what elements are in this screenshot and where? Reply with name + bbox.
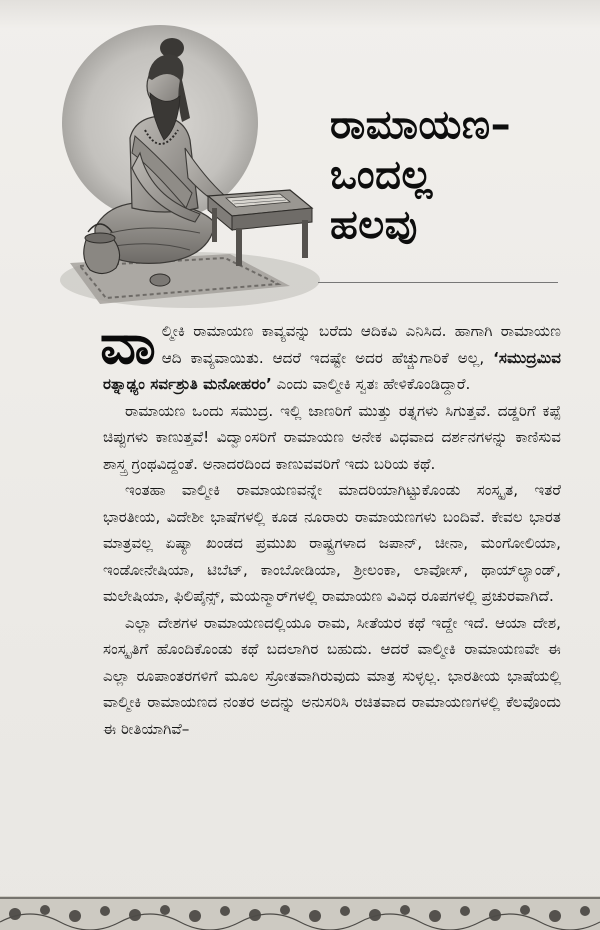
title-line-3: ಹಲವು (330, 202, 418, 248)
paragraph-1 (100, 312, 561, 398)
title-line-1: ರಾಮಾಯಣ– (330, 102, 512, 148)
decorative-border (0, 896, 600, 930)
drop-cap: ವಾ (100, 312, 156, 377)
article-title (330, 100, 580, 250)
article-body (100, 312, 561, 742)
paragraph-1-text-b: ಎಂದು ವಾಲ್ಮೀಕಿ ಸ್ವತಃ ಹೇಳಿಕೊಂಡಿದ್ದಾರೆ. (271, 375, 471, 393)
paragraph-4: ಎಲ್ಲಾ ದೇಶಗಳ ರಾಮಾಯಣದಲ್ಲಿಯೂ ರಾಮ, ಸೀತೆಯರ ಕಥೆ ಇದ್ದೇ ಇದೆ. ಆಯಾ ದೇಶ, ಸಂಸ್ಕೃತಿಗೆ ಹೊಂದಿಕೊಂಡು ಕಥೆ ಬದಲಾಗಿರ ಬಹುದು. ಆದರೆ ವಾಲ್ಮೀಕಿ ರಾಮಾಯಣವೇ ಈ ಎಲ್ಲಾ ರೂಪಾಂತರಗಳಿಗೆ ಮೂಲ ಸ್ರೋತವಾಗಿರುವುದು ಮಾತ್ರ ಸುಳ್ಳಲ್ಲ. ಭಾರತೀಯ ಭಾಷೆಯಲ್ಲಿ ವಾಲ್ಮೀಕಿ ರಾಮಾಯಣದ ನಂತರ ಅದನ್ನು ಅನುಸರಿಸಿ ರಚಿತವಾದ ರಾಮಾಯಣಗಳಲ್ಲಿ ಕೆಲವೊಂದು ಈ ರೀತಿಯಾಗಿವೆ– (103, 613, 561, 738)
title-divider (318, 282, 558, 283)
paragraph-1-text-a: ಲ್ಮೀಕಿ ರಾಮಾಯಣ ಕಾವ್ಯವನ್ನು ಬರೆದು ಆದಿಕವಿ ಎನಿಸಿದ. ಹಾಗಾಗಿ ರಾಮಾಯಣ ಆದಿ ಕಾವ್ಯವಾಯಿತು. ಆದರೆ ಇದಷ್ಟೇ ಅದರ ಹೆಚ್ಚುಗಾರಿಕೆ ಅಲ್ಲ, (161, 322, 561, 367)
paragraph-3: ಇಂತಹಾ ವಾಲ್ಮೀಕಿ ರಾಮಾಯಣವನ್ನೇ ಮಾದರಿಯಾಗಿಟ್ಟುಕೊಂಡು ಸಂಸ್ಕೃತ, ಇತರೆ ಭಾರತೀಯ, ವಿದೇಶೀ ಭಾಷೆಗಳಲ್ಲಿ ಕೂಡ ನೂರಾರು ರಾಮಾಯಣಗಳು ಬಂದಿವೆ. ಕೇವಲ ಭಾರತ ಮಾತ್ರವಲ್ಲ ಏಷ್ಯಾ ಖಂಡದ ಪ್ರಮುಖ ರಾಷ್ಟ್ರಗಳಾದ ಜಪಾನ್, ಚೀನಾ, ಮಂಗೋಲಿಯಾ, ಇಂಡೋನೇಷಿಯಾ, ಟಿಬೆಟ್, ಕಾಂಬೋಡಿಯಾ, ಶ್ರೀಲಂಕಾ, ಲಾವೋಸ್, ಥಾಯ್‌ಲ್ಯಾಂಡ್, ಮಲೇಷಿಯಾ, ಫಿಲಿಪೈನ್ಸ್, ಮಯನ್ಮಾರ್‌ಗಳಲ್ಲಿ ರಾಮಾಯಣ ವಿವಿಧ ರೂಪಗಳಲ್ಲಿ ಪ್ರಚುರವಾಗಿದೆ. (103, 481, 561, 605)
paragraph-2: ರಾಮಾಯಣ ಒಂದು ಸಮುದ್ರ. ಇಲ್ಲಿ ಜಾಣರಿಗೆ ಮುತ್ತು ರತ್ನಗಳು ಸಿಗುತ್ತವೆ. ದಡ್ಡರಿಗೆ ಕಪ್ಪೆ ಚಿಪ್ಪುಗಳು ಕಾಣುತ್ತವೆ! ವಿದ್ವಾಂಸರಿಗೆ ರಾಮಾಯಣ ಅನೇಕ ವಿಧವಾದ ದರ್ಶನಗಳನ್ನು ಕಾಣಿಸುವ ಶಾಸ್ತ್ರ ಗ್ರಂಥವಿದ್ದಂತೆ. ಅನಾದರದಿಂದ ಕಾಣುವವರಿಗೆ ಇದು ಬರಿಯ ಕಥೆ. (103, 401, 561, 473)
sanskrit-quote: ‘ಸಮುದ್ರಮಿವ ರತ್ನಾಢ್ಯಂ ಸರ್ವಶ್ರುತಿ ಮನೋಹರಂ’ (103, 348, 561, 393)
sage-writing-illustration-icon (40, 18, 320, 318)
title-line-2: ಒಂದಲ್ಲ (330, 152, 433, 198)
